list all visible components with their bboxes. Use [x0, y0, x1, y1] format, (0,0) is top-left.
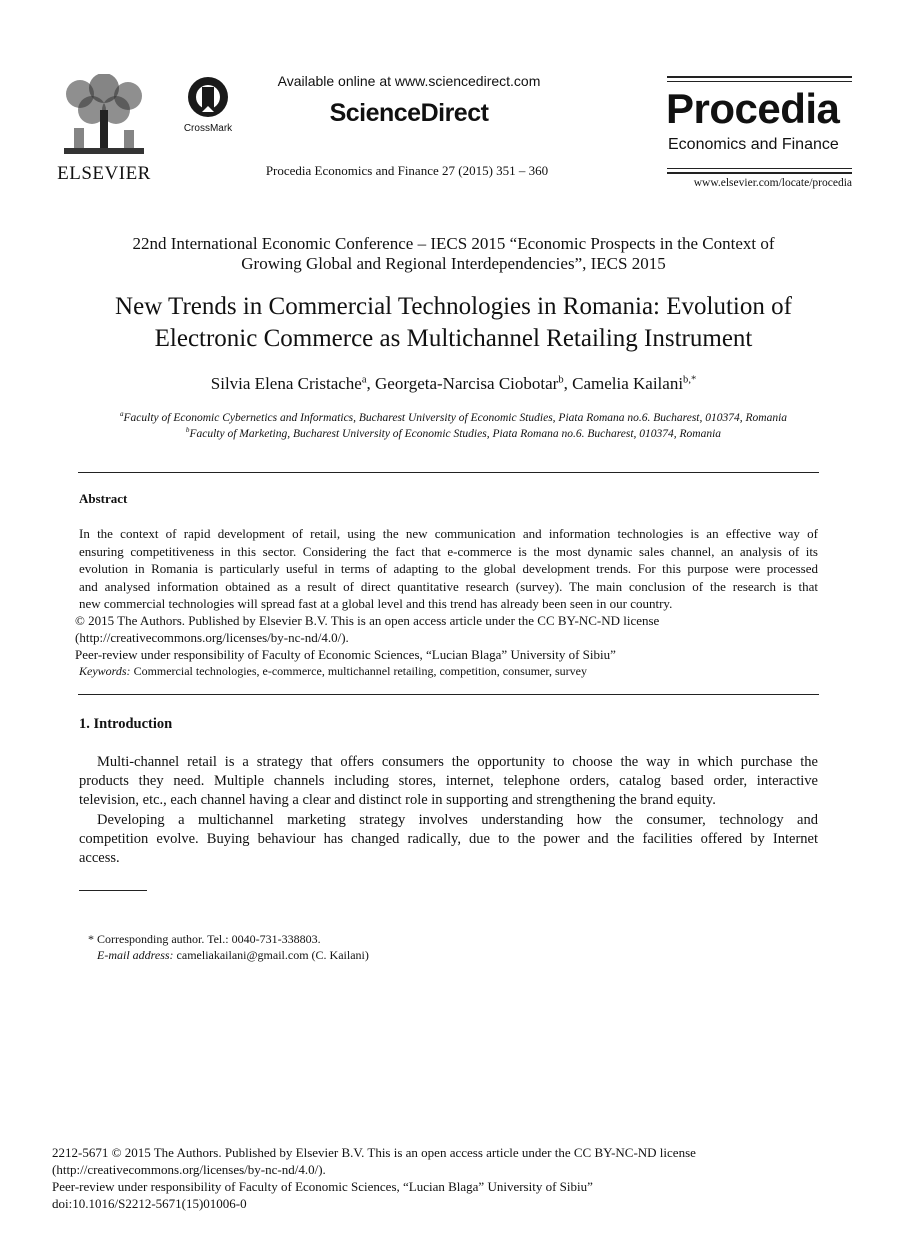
footer-doi[interactable]: doi:10.1016/S2212-5671(15)01006-0	[52, 1196, 247, 1211]
footer-peer-review: Peer-review under responsibility of Faculty of Economic Sciences, “Lucian Blaga” University of Sibiu”	[52, 1179, 593, 1194]
affiliation-sup: a	[119, 410, 124, 419]
available-online: Available online at www.sciencedirect.com	[277, 73, 541, 89]
procedia-logo-subtitle: Economics and Finance	[668, 136, 839, 153]
intro-line: access.	[79, 850, 120, 867]
crossmark-icon	[180, 76, 240, 120]
abstract-license-link[interactable]: (http://creativecommons.org/licenses/by-nc-nd/4.0/).	[75, 630, 349, 645]
conference-line-2: Growing Global and Regional Interdependencies”, IECS 2015	[241, 254, 666, 273]
author-separator: ,	[366, 374, 376, 393]
paper-title-line-2: Electronic Commerce as Multichannel Retailing Instrument	[154, 325, 753, 352]
procedia-top-rule-1	[667, 76, 852, 78]
author-name: Georgeta-Narcisa Ciobotar	[375, 374, 559, 393]
abstract-line: new commercial technologies will spread fast at a global level and this trend has already been seen in our country.	[79, 596, 673, 612]
affiliation-text: Faculty of Economic Cybernetics and Informatics, Bucharest University of Economic Studies, Piata Romana no.6. Bucharest, 010374, Romania	[123, 412, 788, 424]
conference-line-1: 22nd International Economic Conference – IECS 2015 “Economic Prospects in the Context of	[132, 234, 775, 253]
corresponding-author-footnote: * Corresponding author. Tel.: 0040-731-338803.	[88, 932, 321, 946]
affiliation-sup: b	[185, 426, 190, 435]
introduction-heading: 1. Introduction	[79, 716, 173, 732]
procedia-bottom-rule-1	[667, 168, 852, 169]
intro-line: television, etc., each channel having a clear and distinct role in supporting and strengthening the brand equity.	[79, 792, 716, 809]
crossmark-badge[interactable]	[180, 76, 240, 132]
keywords-label: Keywords:	[79, 664, 131, 678]
abstract-line: and analysed information obtained as a result of direct quantitative research (survey). The main conclusion of the research is that	[79, 578, 818, 594]
footer-issn-line: 2212-5671 © 2015 The Authors. Published by Elsevier B.V. This is an open access article under the CC BY-NC-ND license	[52, 1145, 696, 1160]
abstract-bottom-rule	[78, 694, 819, 695]
abstract-body	[79, 525, 818, 613]
introduction-body	[79, 753, 818, 868]
journal-url[interactable]: www.elsevier.com/locate/procedia	[693, 177, 852, 189]
footnote-separator	[79, 890, 147, 891]
affiliation-a	[40, 412, 867, 424]
abstract-heading: Abstract	[79, 491, 128, 506]
affiliation-b	[40, 428, 867, 440]
abstract-top-rule	[78, 472, 819, 473]
elsevier-tree-icon	[54, 74, 154, 160]
author-sup: b,*	[683, 374, 697, 386]
keywords-text: Commercial technologies, e-commerce, multichannel retailing, competition, consumer, survey	[130, 664, 587, 678]
procedia-bottom-rule-2	[667, 172, 852, 174]
email-footnote	[97, 948, 369, 963]
procedia-logo-title: Procedia	[666, 85, 840, 132]
paper-title-line-1: New Trends in Commercial Technologies in Romania: Evolution of	[115, 293, 792, 320]
email-label: E-mail address:	[97, 948, 174, 962]
journal-reference: Procedia Economics and Finance 27 (2015) 351 – 360	[265, 163, 549, 178]
footer-license-link[interactable]: (http://creativecommons.org/licenses/by-nc-nd/4.0/).	[52, 1162, 326, 1177]
author-name: Silvia Elena Cristache	[210, 374, 362, 393]
author-sup: a	[361, 374, 367, 386]
author-name: Camelia Kailani	[572, 374, 684, 393]
elsevier-wordmark: ELSEVIER	[57, 163, 151, 184]
author-sup: b	[558, 374, 564, 386]
intro-line: competition evolve. Buying behaviour has changed radically, due to the power and the facilities offered by Internet	[79, 830, 818, 847]
crossmark-label: CrossMark	[183, 123, 233, 134]
author-separator: ,	[563, 374, 573, 393]
abstract-line: ensuring competitiveness in this sector. Considering the fact that e-commerce is the most dynamic sales channel, an analysis of its	[79, 543, 818, 559]
keywords-line	[79, 664, 587, 679]
author-list	[40, 374, 867, 394]
intro-line: Multi-channel retail is a strategy that offers consumers the opportunity to choose the way in which purchase the	[97, 754, 818, 770]
elsevier-logo	[54, 74, 154, 184]
abstract-peer-review: Peer-review under responsibility of Faculty of Economic Sciences, “Lucian Blaga” University of Sibiu”	[75, 647, 616, 662]
email-value[interactable]: cameliakailani@gmail.com (C. Kailani)	[173, 948, 369, 962]
intro-line: products they need. Multiple channels including stores, internet, telephone orders, catalog based order, interactive	[79, 773, 818, 790]
abstract-line: evolution in Romania is particularly useful in terms of adapting to the global development trends. For this purpose were processed	[79, 561, 818, 577]
sciencedirect-wordmark[interactable]: ScienceDirect	[329, 99, 489, 127]
abstract-line: In the context of rapid development of retail, using the new communication and information technologies is an effective way of	[79, 526, 818, 541]
intro-line: Developing a multichannel marketing strategy involves understanding how the consumer, technology and	[97, 811, 818, 828]
affiliation-text: Faculty of Marketing, Bucharest University of Economic Studies, Piata Romana no.6. Bucharest, 010374, Romania	[189, 428, 722, 440]
abstract-copyright-1: © 2015 The Authors. Published by Elsevier B.V. This is an open access article under the CC BY-NC-ND license	[75, 613, 660, 628]
procedia-top-rule-2	[667, 81, 852, 82]
